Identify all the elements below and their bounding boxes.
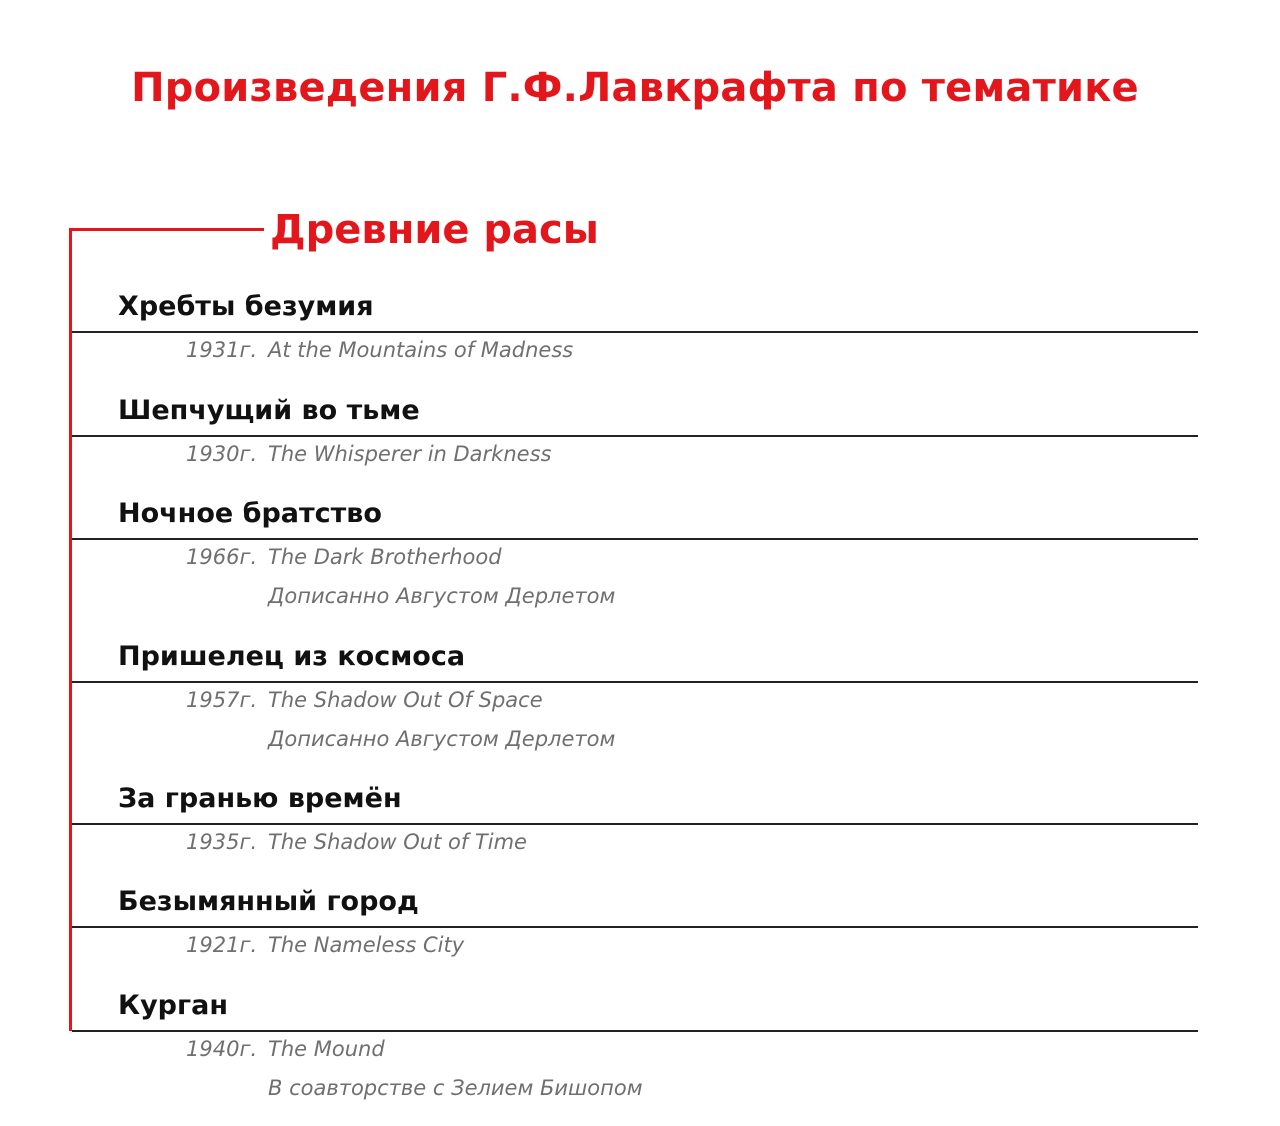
work-year: 1931г.: [186, 338, 258, 362]
work-year: 1935г.: [186, 830, 258, 854]
work-year: 1921г.: [186, 933, 258, 957]
work-original-title: At the Mountains of Madness: [268, 338, 574, 362]
divider: [72, 681, 1198, 683]
work-original-title: The Mound: [268, 1037, 385, 1061]
work-original-title: The Shadow Out Of Space: [268, 688, 543, 712]
work-year: 1966г.: [186, 545, 258, 569]
work-year: 1940г.: [186, 1037, 258, 1061]
work-title: Ночное братство: [118, 498, 382, 529]
section-bracket-vertical: [69, 228, 72, 1031]
work-original-title: The Shadow Out of Time: [268, 830, 527, 854]
divider: [72, 926, 1198, 928]
divider: [72, 1030, 1198, 1032]
work-title: Хребты безумия: [118, 291, 374, 322]
work-title: За гранью времён: [118, 783, 402, 814]
work-note: В соавторстве с Зелием Бишопом: [268, 1076, 643, 1100]
divider: [72, 823, 1198, 825]
work-year: 1957г.: [186, 688, 258, 712]
divider: [72, 435, 1198, 437]
work-original-title: The Whisperer in Darkness: [268, 442, 552, 466]
work-title: Курган: [118, 990, 228, 1021]
work-original-title: The Dark Brotherhood: [268, 545, 502, 569]
divider: [72, 538, 1198, 540]
section-bracket-horizontal: [69, 228, 264, 231]
divider: [72, 331, 1198, 333]
work-note: Дописанно Августом Дерлетом: [268, 584, 616, 608]
section-title: Древние расы: [270, 207, 599, 253]
work-note: Дописанно Августом Дерлетом: [268, 727, 616, 751]
work-year: 1930г.: [186, 442, 258, 466]
work-title: Пришелец из космоса: [118, 641, 466, 672]
work-title: Шепчущий во тьме: [118, 395, 420, 426]
page-title: Произведения Г.Ф.Лавкрафта по тематике: [131, 65, 1139, 111]
work-title: Безымянный город: [118, 886, 419, 917]
work-original-title: The Nameless City: [268, 933, 465, 957]
